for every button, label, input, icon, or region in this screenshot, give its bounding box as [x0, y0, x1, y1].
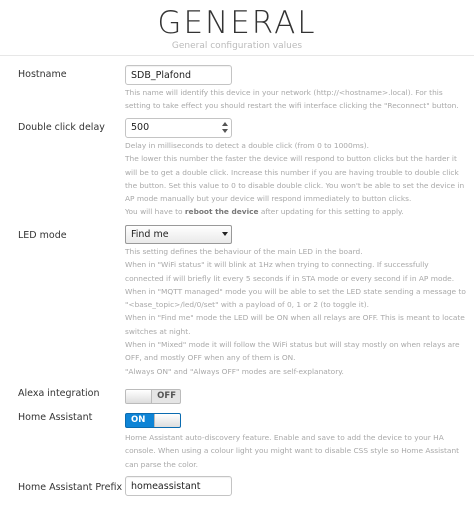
help-line — [125, 205, 455, 218]
reboot-suffix: after updating for this setting to apply. — [258, 207, 404, 217]
dropdown-arrow-icon — [222, 232, 228, 236]
led-mode-help — [125, 245, 466, 378]
page-header — [0, 0, 474, 56]
toggle-knob — [154, 414, 180, 427]
page-title: GENERAL — [157, 5, 317, 41]
toggle-knob — [126, 390, 152, 403]
help-line: This name will identify this device in your network (http://<hostname>.local). For this — [125, 88, 443, 97]
spin-down-icon[interactable] — [222, 129, 228, 133]
home-assistant-prefix-label: Home Assistant Prefix — [18, 482, 123, 493]
number-spinner[interactable] — [221, 122, 229, 134]
double-click-delay-help — [125, 139, 465, 219]
home-assistant-toggle[interactable] — [125, 413, 181, 428]
help-line: will be to get a double click. Increase this number if you are having trouble to double click — [125, 167, 459, 177]
led-mode-selected-value: Find me — [131, 229, 169, 240]
help-line: When in "WiFi status" it will blink at 1Hz when trying to connecting. If successfully — [125, 260, 429, 270]
double-click-delay-value: 500 — [131, 122, 150, 133]
hostname-label: Hostname — [18, 69, 67, 80]
help-line: AP mode manually but your device will respond immediately to button clicks. — [125, 194, 412, 204]
help-line: "<base_topic>/led/0/set" with a payload of 0, 1 or 2 (to toggle it). — [125, 300, 369, 310]
page-subtitle: General configuration values — [171, 41, 303, 51]
help-line: connected if will briefly lit every 5 seconds if in STA mode or every second if in AP mode. — [125, 273, 455, 283]
hostname-help — [125, 86, 459, 113]
toggle-state-text: OFF — [157, 391, 176, 401]
help-line: The lower this number the faster the device will respond to button clicks but the harder it — [125, 154, 457, 164]
help-line: When in "Mixed" mode it will follow the WiFi status but will stay mostly on when relays are — [125, 340, 460, 350]
help-line: Delay in milliseconds to detect a double click (from 0 to 1000ms). — [125, 141, 369, 150]
toggle-state-text: ON — [131, 415, 146, 425]
alexa-integration-label: Alexa integration — [18, 388, 100, 399]
help-line: When in "MQTT managed" mode you will be able to set the LED state sending a message to — [125, 286, 466, 296]
led-mode-select[interactable] — [125, 225, 232, 244]
home-assistant-prefix-input[interactable] — [125, 476, 232, 496]
double-click-delay-input[interactable] — [125, 118, 232, 138]
reboot-prefix: You will have to — [125, 207, 185, 217]
help-line: switches at night. — [125, 326, 191, 336]
header-divider — [0, 55, 474, 56]
help-line: When in "Find me" mode the LED will be ON when all relays are OFF. This is meant to locate — [125, 313, 465, 323]
led-mode-label: LED mode — [18, 230, 67, 241]
help-line: can parse the color. — [125, 459, 198, 469]
help-line: console. When using a colour light you might want to disable CSS style so Home Assistant — [125, 446, 460, 456]
hostname-input[interactable] — [125, 65, 232, 85]
reboot-emphasis: reboot the device — [184, 207, 259, 217]
help-line: setting to take effect you should restart the wifi interface clicking the "Reconnect" button. — [125, 101, 459, 111]
help-line: the button. Set this value to 0 to disable double click. You won't be able to set the device in — [125, 180, 465, 190]
help-line: This setting defines the behaviour of the main LED in the board. — [125, 247, 363, 256]
help-line: Home Assistant auto-discovery feature. Enable and save to add the device to your HA — [125, 433, 444, 442]
alexa-integration-toggle[interactable] — [125, 389, 181, 404]
spin-up-icon[interactable] — [222, 122, 228, 126]
help-line: "Always ON" and "Always OFF" modes are self-explanatory. — [125, 366, 344, 376]
home-assistant-label: Home Assistant — [18, 412, 93, 423]
double-click-delay-label: Double click delay — [18, 122, 105, 133]
help-line: OFF, and mostly OFF when any of them is ON. — [125, 353, 296, 363]
home-assistant-help — [125, 431, 460, 471]
